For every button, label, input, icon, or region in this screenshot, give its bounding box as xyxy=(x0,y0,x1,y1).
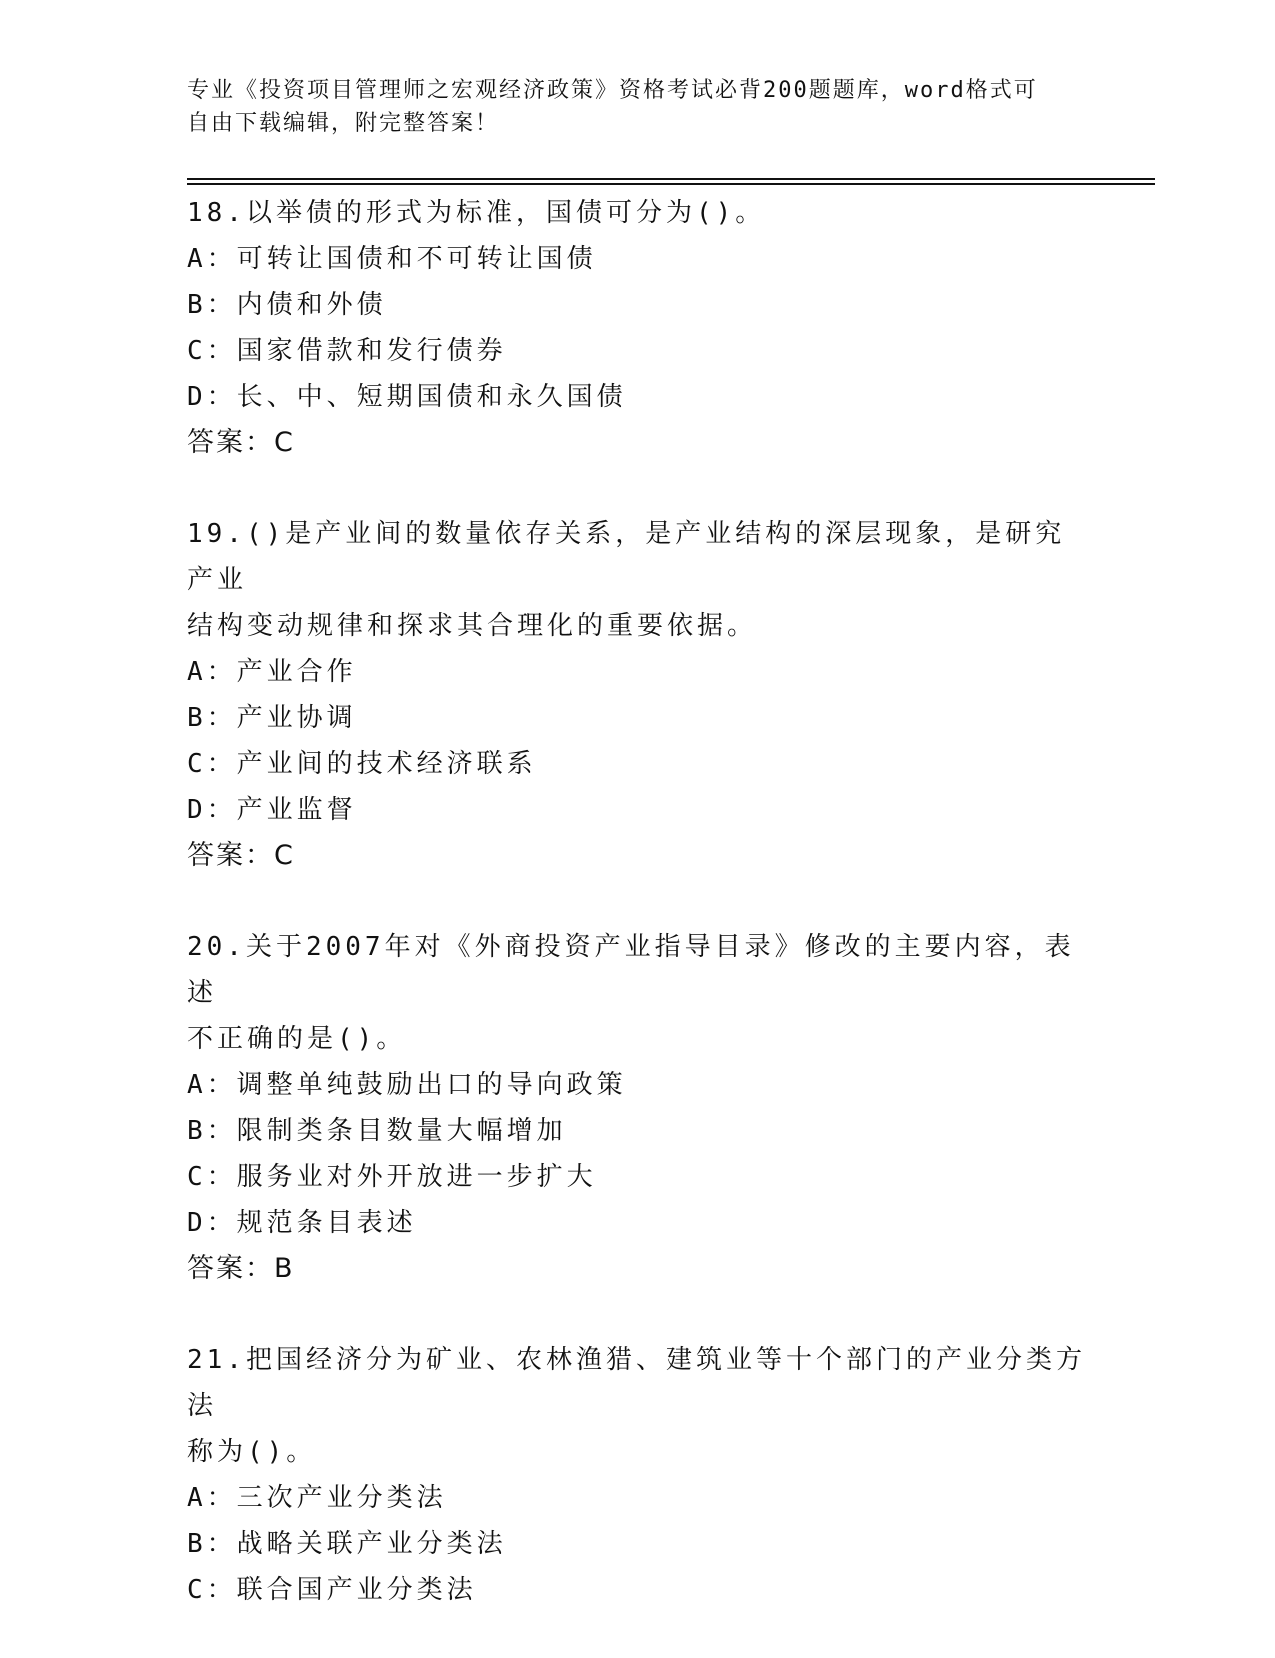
question-stem xyxy=(187,190,1087,236)
option-b: B：限制类条目数量大幅增加 xyxy=(187,1116,567,1146)
option-a: A：调整单纯鼓励出口的导向政策 xyxy=(187,1070,627,1100)
option-b: B：内债和外债 xyxy=(187,290,387,320)
question-stem-line: 20.关于2007年对《外商投资产业指导目录》修改的主要内容，表述 xyxy=(187,932,1075,1008)
question-list xyxy=(187,190,1087,1658)
header-divider-top xyxy=(187,178,1155,180)
option-d: D：规范条目表述 xyxy=(187,1208,417,1238)
option-c: C：国家借款和发行债券 xyxy=(187,336,507,366)
question-stem xyxy=(187,924,1087,1062)
question-stem xyxy=(187,511,1087,649)
question-stem-line: 结构变动规律和探求其合理化的重要依据。 xyxy=(187,611,758,641)
option-b: B：产业协调 xyxy=(187,703,357,733)
header-divider-bottom xyxy=(187,183,1155,185)
option-d: D：长、中、短期国债和永久国债 xyxy=(187,382,627,412)
answer-label: 答案：C xyxy=(187,840,295,871)
question-20 xyxy=(187,924,1087,1292)
question-stem-line: 19.()是产业间的数量依存关系，是产业结构的深层现象，是研究产业 xyxy=(187,519,1066,595)
question-stem xyxy=(187,1337,1087,1475)
question-21 xyxy=(187,1337,1087,1613)
question-stem-line: 不正确的是()。 xyxy=(187,1024,407,1054)
question-18 xyxy=(187,190,1087,466)
question-19 xyxy=(187,511,1087,879)
question-stem-line: 18.以举债的形式为标准，国债可分为()。 xyxy=(187,198,766,228)
option-a: A：产业合作 xyxy=(187,657,357,687)
header-line-2: 自由下载编辑，附完整答案！ xyxy=(187,111,500,136)
option-a: A：可转让国债和不可转让国债 xyxy=(187,244,597,274)
question-stem-line: 21.把国经济分为矿业、农林渔猎、建筑业等十个部门的产业分类方法 xyxy=(187,1345,1086,1421)
option-d: D：产业监督 xyxy=(187,795,357,825)
header-line-1: 专业《投资项目管理师之宏观经济政策》资格考试必背200题题库，word格式可 xyxy=(187,78,1038,103)
answer-label: 答案：C xyxy=(187,427,295,458)
option-b: B：战略关联产业分类法 xyxy=(187,1529,507,1559)
question-stem-line: 称为()。 xyxy=(187,1437,317,1467)
option-c: C：服务业对外开放进一步扩大 xyxy=(187,1162,597,1192)
option-c: C：产业间的技术经济联系 xyxy=(187,749,537,779)
option-a: A：三次产业分类法 xyxy=(187,1483,447,1513)
answer-label: 答案：B xyxy=(187,1253,295,1284)
document-header xyxy=(187,74,1067,140)
option-c: C：联合国产业分类法 xyxy=(187,1575,477,1605)
